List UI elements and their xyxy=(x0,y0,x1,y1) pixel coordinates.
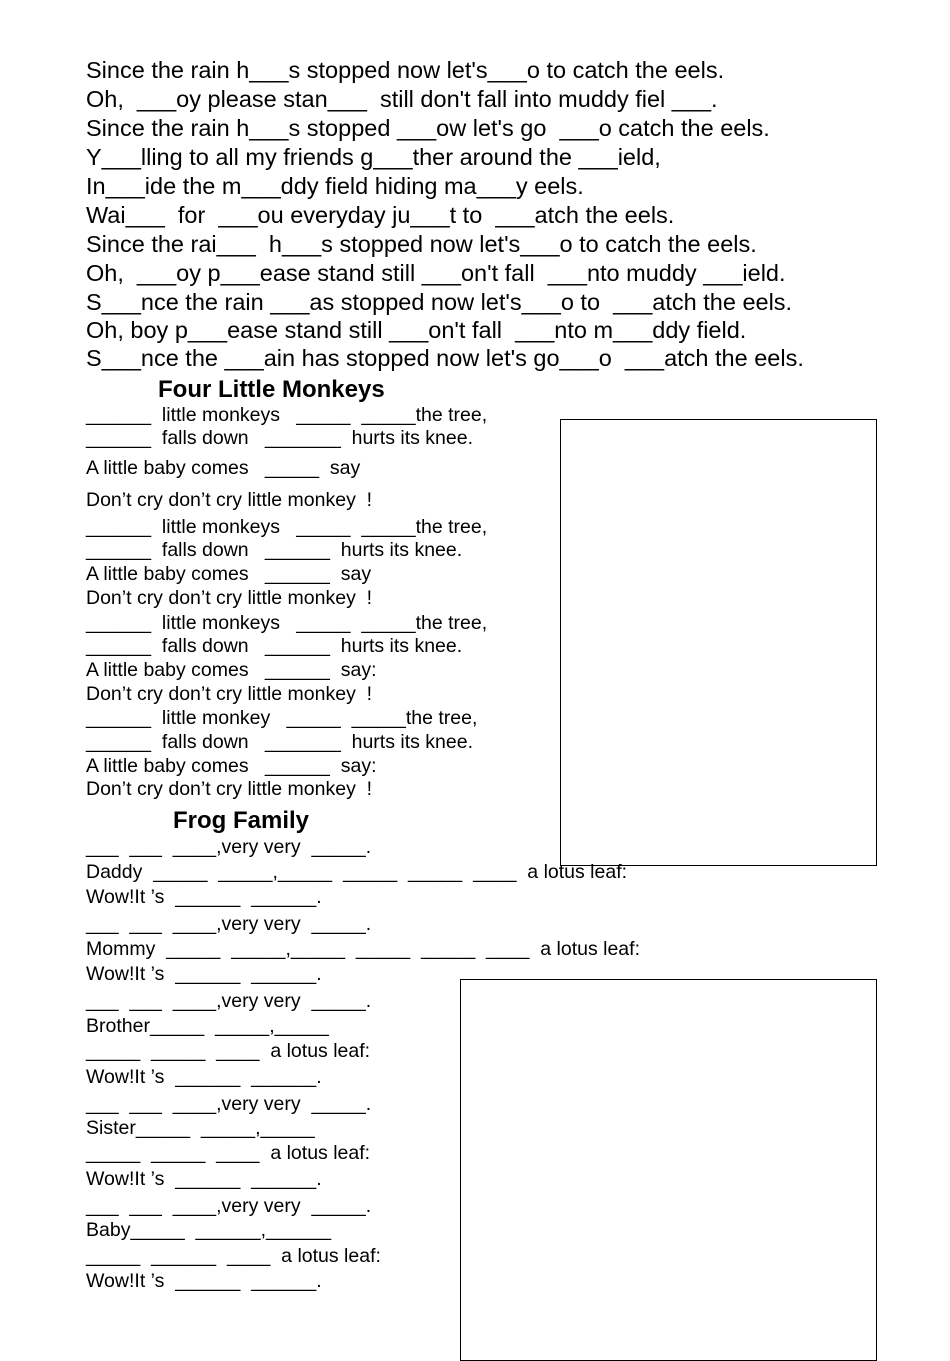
frogs-line-14: Wow!It ’s ______ ______. xyxy=(86,1168,322,1190)
monkeys-line-11: A little baby comes ______ say: xyxy=(86,659,377,681)
monkeys-title: Four Little Monkeys xyxy=(158,376,385,403)
monkeys-line-16: Don’t cry don’t cry little monkey ! xyxy=(86,778,373,800)
frogs-line-17: _____ ______ ____ a lotus leaf: xyxy=(86,1245,381,1267)
frogs-line-3: Wow!It ’s ______ ______. xyxy=(86,886,322,908)
monkeys-line-10: ______ falls down ______ hurts its knee. xyxy=(86,635,463,657)
song1-line-6: Wai___ for ___ou everyday ju___t to ___atch the eels. xyxy=(86,202,675,228)
frogs-line-16: Baby_____ ______,______ xyxy=(86,1219,332,1241)
monkeys-line-4: Don’t cry don’t cry little monkey ! xyxy=(86,489,373,511)
frogs-line-9: _____ _____ ____ a lotus leaf: xyxy=(86,1040,371,1062)
monkeys-line-15: A little baby comes ______ say: xyxy=(86,755,377,777)
frogs-line-18: Wow!It ’s ______ ______. xyxy=(86,1270,322,1292)
monkeys-line-6: ______ falls down ______ hurts its knee. xyxy=(86,539,463,561)
monkeys-line-12: Don’t cry don’t cry little monkey ! xyxy=(86,683,373,705)
drawing-box-1 xyxy=(560,419,877,866)
monkeys-line-7: A little baby comes ______ say xyxy=(86,563,372,585)
frogs-line-6: Wow!It ’s ______ ______. xyxy=(86,963,322,985)
frogs-line-15: ___ ___ ____,very very _____. xyxy=(86,1195,372,1217)
monkeys-line-5: ______ little monkeys _____ _____the tree, xyxy=(86,516,488,538)
monkeys-line-1: ______ little monkeys _____ _____the tree, xyxy=(86,404,488,426)
frogs-line-13: _____ _____ ____ a lotus leaf: xyxy=(86,1142,371,1164)
song1-line-1: Since the rain h___s stopped now let's___o to catch the eels. xyxy=(86,57,725,83)
frogs-line-10: Wow!It ’s ______ ______. xyxy=(86,1066,322,1088)
monkeys-line-9: ______ little monkeys _____ _____the tree, xyxy=(86,612,488,634)
monkeys-line-2: ______ falls down _______ hurts its knee. xyxy=(86,427,474,449)
frogs-line-11: ___ ___ ____,very very _____. xyxy=(86,1093,372,1115)
frogs-title: Frog Family xyxy=(173,807,310,834)
song1-line-2: Oh, ___oy please stan___ still don't fall into muddy fiel ___. xyxy=(86,86,718,112)
monkeys-line-14: ______ falls down _______ hurts its knee. xyxy=(86,731,474,753)
song1-line-5: In___ide the m___ddy field hiding ma___y eels. xyxy=(86,173,584,199)
frogs-line-2: Daddy _____ _____,_____ _____ _____ ____ a lotus leaf: xyxy=(86,861,628,883)
song1-line-11: S___nce the ___ain has stopped now let's go___o ___atch the eels. xyxy=(86,345,804,371)
song1-line-4: Y___lling to all my friends g___ther around the ___ield, xyxy=(86,144,661,170)
song1-line-10: Oh, boy p___ease stand still ___on't fall ___nto m___ddy field. xyxy=(86,317,747,343)
song1-line-3: Since the rain h___s stopped ___ow let's go ___o catch the eels. xyxy=(86,115,770,141)
frogs-line-1: ___ ___ ____,very very _____. xyxy=(86,836,372,858)
frogs-line-7: ___ ___ ____,very very _____. xyxy=(86,990,372,1012)
frogs-line-12: Sister_____ _____,_____ xyxy=(86,1117,315,1139)
frogs-line-5: Mommy _____ _____,_____ _____ _____ ____ a lotus leaf: xyxy=(86,938,640,960)
song1-line-8: Oh, ___oy p___ease stand still ___on't fall ___nto muddy ___ield. xyxy=(86,260,786,286)
monkeys-line-13: ______ little monkey _____ _____the tree, xyxy=(86,707,478,729)
monkeys-line-3: A little baby comes _____ say xyxy=(86,457,361,479)
drawing-box-2 xyxy=(460,979,877,1361)
frogs-line-8: Brother_____ _____,_____ xyxy=(86,1015,329,1037)
monkeys-line-8: Don’t cry don’t cry little monkey ! xyxy=(86,587,373,609)
frogs-line-4: ___ ___ ____,very very _____. xyxy=(86,913,372,935)
song1-line-9: S___nce the rain ___as stopped now let's___o to ___atch the eels. xyxy=(86,289,793,315)
song1-line-7: Since the rai___ h___s stopped now let's___o to catch the eels. xyxy=(86,231,757,257)
